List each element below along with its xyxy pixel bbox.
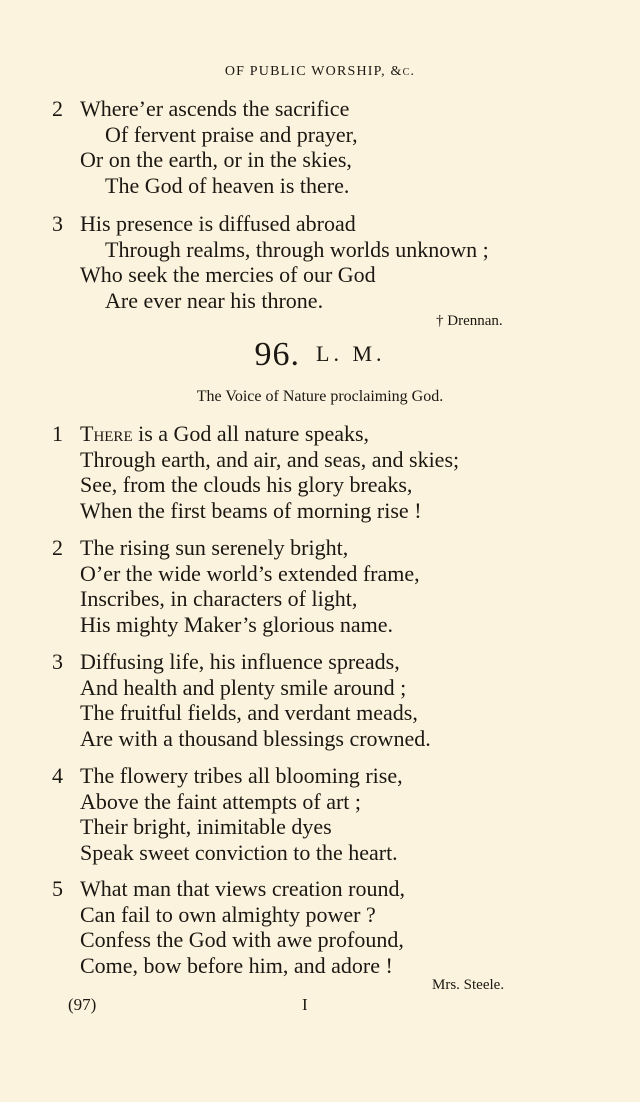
stanza-number: 3 bbox=[52, 211, 63, 236]
stanza-2 bbox=[52, 535, 612, 637]
verse-line: Where’er ascends the sacrifice bbox=[80, 96, 350, 121]
stanza-number: 1 bbox=[52, 421, 63, 446]
stanza-5 bbox=[52, 876, 612, 978]
verse-line: See, from the clouds his glory breaks, bbox=[80, 472, 413, 497]
verse-line: What man that views creation round, bbox=[80, 876, 406, 901]
stanza-number: 3 bbox=[52, 649, 63, 674]
verse-line: O’er the wide world’s extended frame, bbox=[80, 560, 420, 586]
hymn-meter: L. M. bbox=[316, 341, 386, 366]
hymn-title: The Voice of Nature proclaiming God. bbox=[196, 388, 444, 405]
stanza-number: 2 bbox=[52, 96, 63, 121]
verse-line: The fruitful fields, and verdant meads, bbox=[80, 700, 418, 725]
stanza-number: 5 bbox=[52, 876, 63, 901]
verse-line: Through realms, through worlds unknown ; bbox=[105, 236, 489, 262]
stanza-3 bbox=[52, 649, 612, 751]
verse-line: is a God all nature speaks, bbox=[132, 421, 370, 446]
verse-line: Are with a thousand blessings crowned. bbox=[80, 725, 431, 751]
verse-line: Of fervent praise and prayer, bbox=[105, 121, 358, 147]
verse-line: Or on the earth, or in the skies, bbox=[80, 147, 352, 172]
verse-line: Inscribes, in characters of light, bbox=[80, 586, 358, 611]
signature-mark: I bbox=[302, 995, 308, 1014]
verse-line: The flowery tribes all blooming rise, bbox=[80, 763, 403, 788]
first-word: There bbox=[80, 421, 133, 446]
verse-line: And health and plenty smile around ; bbox=[80, 674, 407, 700]
verse-line: Who seek the mercies of our God bbox=[80, 262, 376, 287]
verse-line: Are ever near his throne. bbox=[105, 287, 324, 313]
verse-line: Diffusing life, his influence spreads, bbox=[80, 649, 400, 674]
verse-line: Speak sweet conviction to the heart. bbox=[80, 839, 398, 865]
verse-line: Through earth, and air, and seas, and skies; bbox=[80, 446, 460, 472]
prev-stanza-2 bbox=[52, 96, 612, 198]
stanza-4 bbox=[52, 763, 612, 865]
prev-stanza-3 bbox=[52, 211, 612, 313]
hymn-author: Mrs. Steele. bbox=[432, 977, 505, 993]
verse-line: His mighty Maker’s glorious name. bbox=[80, 611, 394, 637]
verse-line: When the first beams of morning rise ! bbox=[80, 497, 422, 523]
hymn-heading bbox=[0, 336, 640, 374]
verse-line: The God of heaven is there. bbox=[105, 172, 350, 198]
verse-line: Their bright, inimitable dyes bbox=[80, 814, 332, 839]
page-reference: (97) bbox=[68, 995, 97, 1014]
prev-author: † Drennan. bbox=[436, 313, 503, 329]
stanza-number: 4 bbox=[52, 763, 63, 788]
hymn-number: 96. bbox=[254, 336, 300, 373]
stanza-number: 2 bbox=[52, 535, 63, 560]
verse-line: The rising sun serenely bright, bbox=[80, 535, 349, 560]
verse-line: Above the faint attempts of art ; bbox=[80, 788, 362, 814]
verse-line: Can fail to own almighty power ? bbox=[80, 901, 376, 927]
verse-line: Come, bow before him, and adore ! bbox=[80, 952, 393, 978]
stanza-1 bbox=[52, 421, 612, 523]
running-head: OF PUBLIC WORSHIP, &c. bbox=[224, 64, 416, 79]
verse-line: Confess the God with awe profound, bbox=[80, 927, 404, 952]
verse-line: His presence is diffused abroad bbox=[80, 211, 356, 236]
